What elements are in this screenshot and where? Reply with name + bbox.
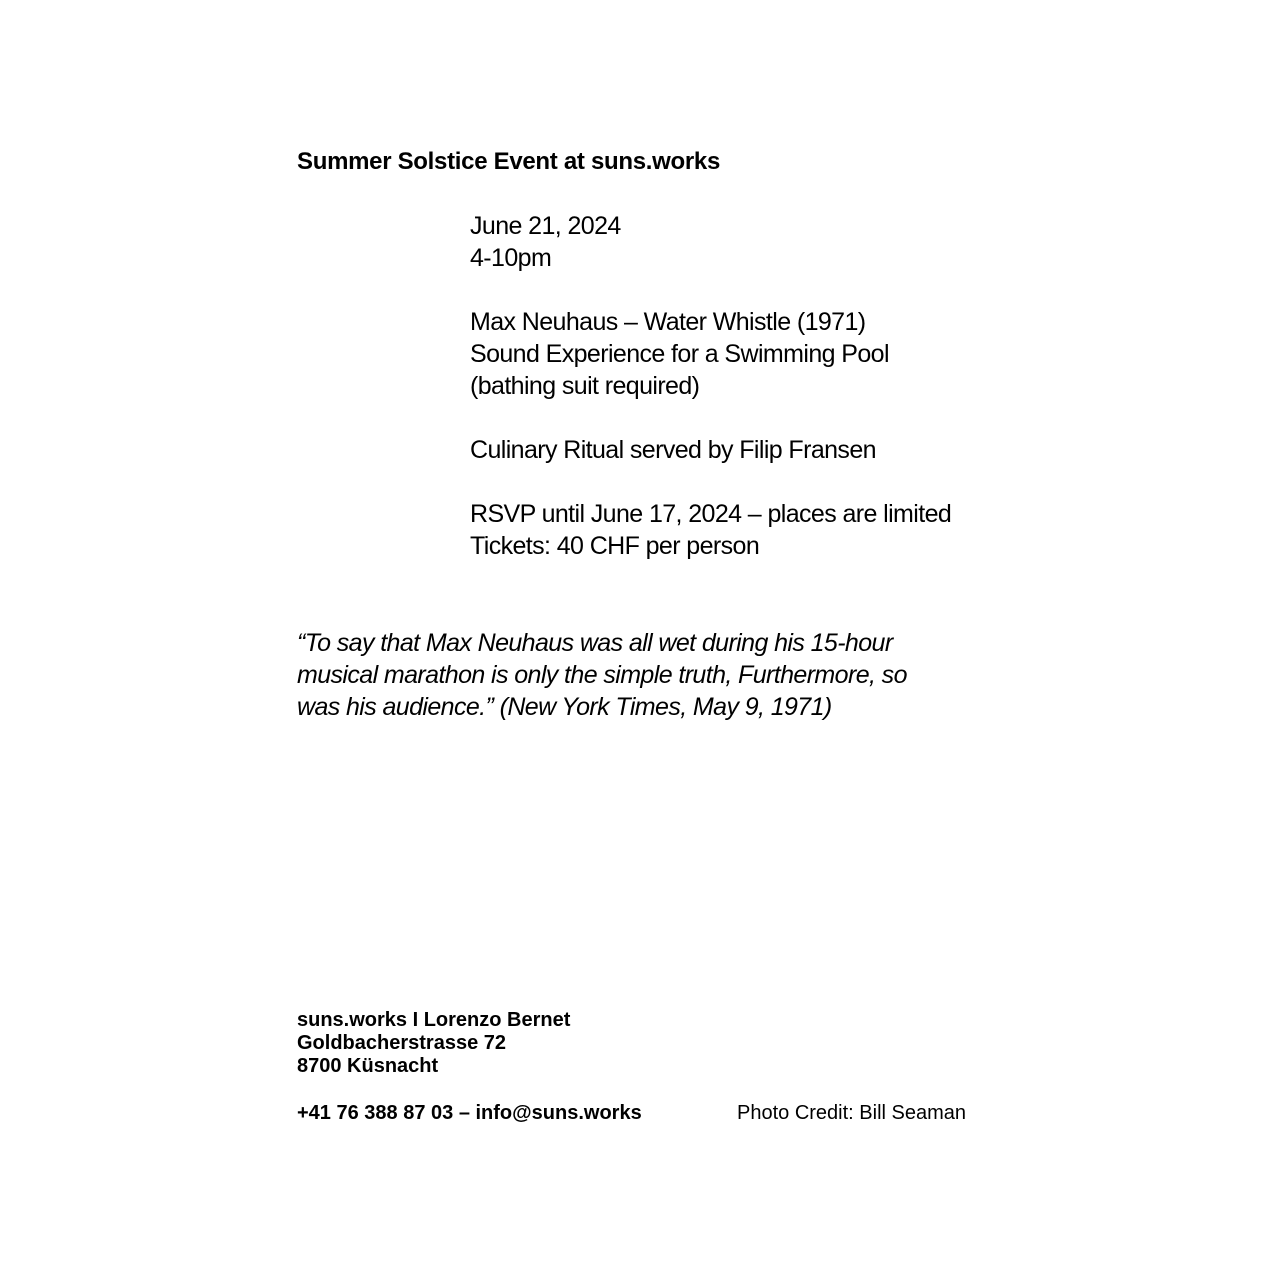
photo-credit: Photo Credit: Bill Seaman (737, 1102, 967, 1124)
quote-line-3: was his audience.” (New York Times, May 9, 1971) (297, 693, 832, 721)
footer-address (297, 1009, 570, 1078)
postal-city: 8700 Küsnacht (297, 1055, 439, 1077)
spacer (470, 466, 1030, 498)
street-address: Goldbacherstrasse 72 (297, 1032, 506, 1054)
event-title: Summer Solstice Event at suns.works (297, 148, 720, 175)
quote-line-2: musical marathon is only the simple truth, Furthermore, so (297, 661, 907, 689)
artwork-subtitle: Sound Experience for a Swimming Pool (470, 340, 889, 368)
event-time: 4-10pm (470, 244, 552, 272)
event-date: June 21, 2024 (470, 212, 621, 240)
organization-name: suns.works I Lorenzo Bernet (297, 1009, 571, 1031)
event-details (470, 210, 1030, 562)
ticket-price: Tickets: 40 CHF per person (470, 532, 760, 560)
artwork-title: Max Neuhaus – Water Whistle (1971) (470, 308, 866, 336)
press-quote (297, 627, 997, 723)
spacer (470, 274, 1030, 306)
spacer (470, 402, 1030, 434)
contact-info: +41 76 388 87 03 – info@suns.works (297, 1102, 642, 1124)
rsvp-deadline: RSVP until June 17, 2024 – places are limited (470, 500, 952, 528)
artwork-note: (bathing suit required) (470, 372, 700, 400)
culinary-ritual: Culinary Ritual served by Filip Fransen (470, 436, 876, 464)
quote-line-1: “To say that Max Neuhaus was all wet during his 15-hour (297, 629, 893, 657)
